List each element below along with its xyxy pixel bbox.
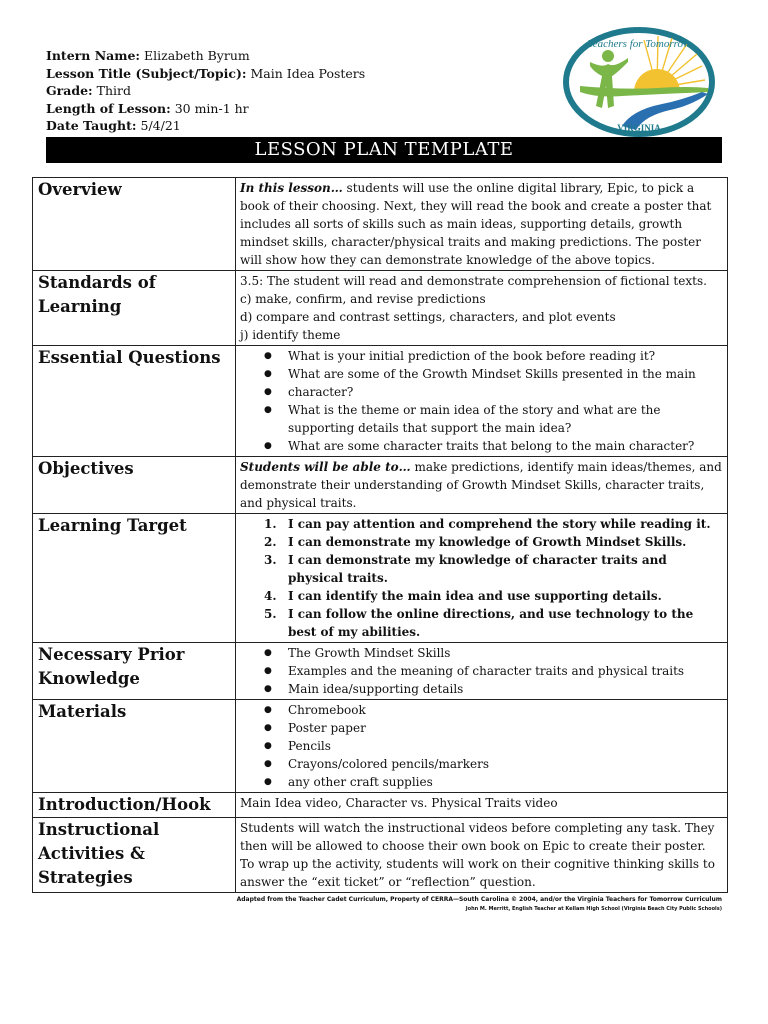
intern-name: Elizabeth Byrum bbox=[144, 48, 250, 63]
list-item: ● What is the theme or main idea of the story and what are the supporting details that support the main idea? bbox=[240, 401, 723, 437]
grade-line: Grade: Third bbox=[46, 83, 132, 98]
row-introduction-hook bbox=[33, 793, 728, 818]
list-item: 1. I can pay attention and comprehend the story while reading it. bbox=[264, 517, 711, 531]
date-line: Date Taught: 5/4/21 bbox=[46, 118, 181, 133]
row-label: Essential Questions bbox=[33, 346, 236, 457]
materials-content bbox=[236, 700, 728, 793]
prior-knowledge-content bbox=[236, 643, 728, 700]
list-item: ● Pencils bbox=[240, 737, 723, 755]
list-item: 5. I can follow the online directions, and use technology to the best of my abilities. bbox=[264, 607, 694, 639]
standards-content: 3.5: The student will read and demonstrate comprehension of fictional texts. c) make, confirm, and revise predictions d) compare and contrast settings, characters, and plot events j) identify theme bbox=[236, 271, 728, 346]
teachers-for-tomorrow-logo bbox=[562, 26, 716, 138]
row-standards bbox=[33, 271, 728, 346]
list-item: ● Main idea/supporting details bbox=[240, 680, 723, 698]
grade: Third bbox=[96, 83, 132, 98]
row-label: Standards of Learning bbox=[33, 271, 236, 346]
introduction-content: Main Idea video, Character vs. Physical Traits video bbox=[236, 793, 728, 818]
page-title: LESSON PLAN TEMPLATE bbox=[46, 137, 722, 163]
list-item: ● any other craft supplies bbox=[240, 773, 723, 791]
essential-questions-content bbox=[236, 346, 728, 457]
list-item: ● The Growth Mindset Skills bbox=[240, 644, 723, 662]
row-label: Necessary Prior Knowledge bbox=[33, 643, 236, 700]
row-label: Objectives bbox=[33, 457, 236, 514]
list-item: 4. I can identify the main idea and use supporting details. bbox=[264, 589, 662, 603]
length-line: Length of Lesson: 30 min-1 hr bbox=[46, 100, 249, 116]
overview-content: In this lesson… students will use the online digital library, Epic, to pick a book of their choosing. Next, they will read the book and create a poster that includes all sorts of skills such as main ideas, supporting details, growth mindset skills, character/physical traits and making predictions. The poster will show how they can demonstrate knowledge of the above topics. bbox=[236, 178, 728, 271]
row-label: Instructional Activities & Strategies bbox=[33, 818, 236, 893]
row-instructional-activities bbox=[33, 818, 728, 893]
lesson-title-line: Lesson Title (Subject/Topic): Main Idea Posters bbox=[46, 65, 366, 81]
lesson-header bbox=[46, 47, 365, 135]
row-label: Overview bbox=[33, 178, 236, 271]
list-item: ● Poster paper bbox=[240, 719, 723, 737]
list-item: 3. I can demonstrate my knowledge of character traits and physical traits. bbox=[264, 553, 667, 585]
row-label: Introduction/Hook bbox=[33, 793, 236, 818]
row-label: Learning Target bbox=[33, 514, 236, 643]
lesson-plan-table bbox=[32, 177, 728, 893]
row-essential-questions bbox=[33, 346, 728, 457]
logo-bottom-text: VIRGINIA bbox=[617, 123, 661, 133]
footer-author: John M. Merritt, English Teacher at Kellam High School (Virginia Beach City Public Schools) bbox=[465, 906, 722, 912]
lesson-length: 30 min-1 hr bbox=[174, 100, 249, 116]
list-item: ● Examples and the meaning of character traits and physical traits bbox=[240, 662, 723, 680]
list-item: ● What are some of the Growth Mindset Skills presented in the main bbox=[240, 365, 723, 383]
row-objectives bbox=[33, 457, 728, 514]
objectives-content: Students will be able to… make predictions, identify main ideas/themes, and demonstrate their understanding of Growth Mindset Skills, character traits, and physical traits. bbox=[236, 457, 728, 514]
list-item: ● character? bbox=[240, 383, 723, 401]
list-item: ● Chromebook bbox=[240, 701, 723, 719]
date-taught: 5/4/21 bbox=[140, 118, 181, 133]
intern-name-line: Intern Name: Elizabeth Byrum bbox=[46, 48, 250, 63]
row-materials bbox=[33, 700, 728, 793]
list-item: ● What are some character traits that belong to the main character? bbox=[240, 437, 723, 455]
row-label: Materials bbox=[33, 700, 236, 793]
row-overview bbox=[33, 178, 728, 271]
footer-credit: Adapted from the Teacher Cadet Curriculum, Property of CERRA—South Carolina © 2004, and/or the Virginia Teachers for Tomorrow Curriculum bbox=[236, 896, 722, 903]
logo-top-text: Teachers for Tomorrow bbox=[587, 38, 691, 50]
list-item: ● What is your initial prediction of the book before reading it? bbox=[240, 347, 723, 365]
row-learning-target bbox=[33, 514, 728, 643]
lesson-title: Main Idea Posters bbox=[250, 65, 366, 81]
instructional-content: Students will watch the instructional videos before completing any task. They then will be allowed to choose their own book on Epic to create their poster. To wrap up the activity, students will work on their cognitive thinking skills to answer the “exit ticket” or “reflection” question. bbox=[236, 818, 728, 893]
row-prior-knowledge bbox=[33, 643, 728, 700]
list-item: 2. I can demonstrate my knowledge of Growth Mindset Skills. bbox=[264, 535, 687, 549]
list-item: ● Crayons/colored pencils/markers bbox=[240, 755, 723, 773]
learning-target-content bbox=[236, 514, 728, 643]
